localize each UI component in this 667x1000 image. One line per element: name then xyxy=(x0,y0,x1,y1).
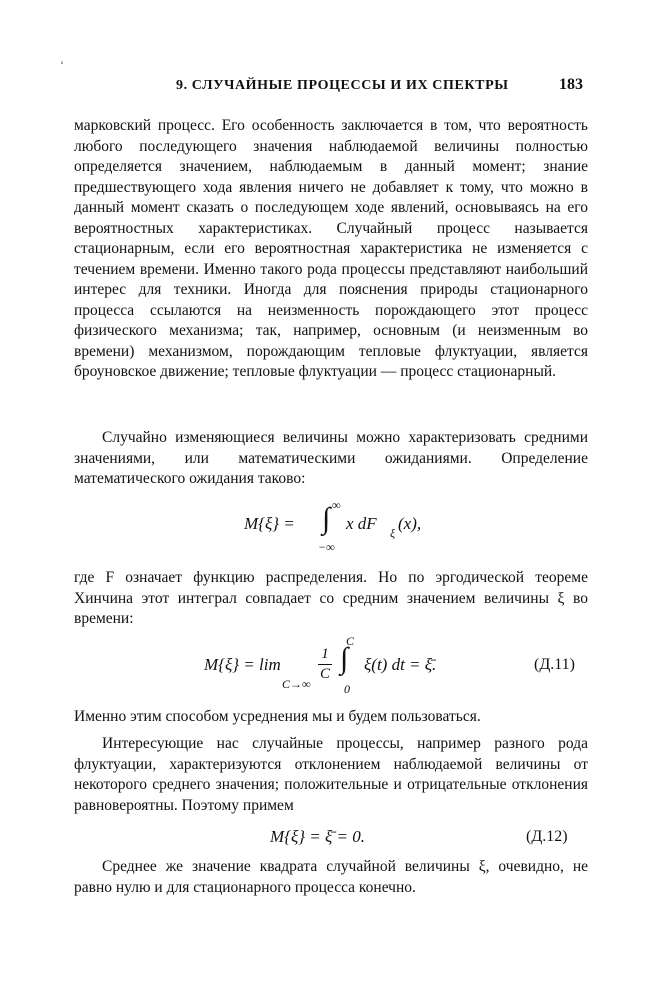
paragraph-3 xyxy=(74,568,588,630)
paragraph-text: Случайно изменяющиеся величины можно характеризовать средними значениями, или математическими ожиданиями. Определение математического ожидания таково: xyxy=(74,429,588,487)
integrand: ξ(t) dt = ξ̄. xyxy=(364,655,437,674)
paragraph-2 xyxy=(74,428,588,490)
page-number: 183 xyxy=(559,76,583,93)
integral-upper-limit: ∞ xyxy=(332,498,341,512)
page-header xyxy=(176,76,583,94)
equation-number: (Д.12) xyxy=(526,828,568,845)
integral-sign: ∫ xyxy=(340,642,349,675)
integrand-tail: (x), xyxy=(398,514,422,533)
equation-number: (Д.11) xyxy=(534,656,575,673)
running-title: 9. СЛУЧАЙНЫЕ ПРОЦЕССЫ И ИХ СПЕКТРЫ xyxy=(176,78,509,93)
integral-lower-limit: −∞ xyxy=(318,540,335,554)
subscript: ξ xyxy=(390,526,396,540)
equation-lhs: M{ξ} = lim xyxy=(204,655,281,674)
paragraph-text: Интересующие нас случайные процессы, например разного рода флуктуации, характеризуются отклонением наблюдаемой величины от некоторого среднего значения; положительные и отрицательные отклонения равновероятны. Поэтому примем xyxy=(74,735,588,814)
fraction-bar xyxy=(318,664,332,665)
limit-subscript: C→∞ xyxy=(282,677,311,691)
paragraph-1 xyxy=(74,116,588,383)
equation-expr: M{ξ} = ξ̄ = 0. xyxy=(270,827,366,846)
fraction xyxy=(318,646,332,683)
paragraph-text: Среднее же значение квадрата случайной величины ξ, очевидно, не равно нулю и для стационарного процесса конечно. xyxy=(74,858,588,896)
fraction-denominator: C xyxy=(319,666,330,682)
paragraph-6 xyxy=(74,857,588,898)
integral-lower-limit: 0 xyxy=(344,682,350,696)
margin-mark: ‘ xyxy=(60,58,64,72)
paragraph-text: где F означает функцию распределения. Но по эргодической теореме Хинчина этот интеграл совпадает со средним значением величины ξ во времени: xyxy=(74,569,588,627)
integral-sign: ∫ xyxy=(322,502,331,535)
paragraph-5 xyxy=(74,734,588,816)
paragraph-text: Именно этим способом усреднения мы и будем пользоваться. xyxy=(74,708,481,725)
fraction-numerator: 1 xyxy=(321,646,329,662)
paragraph-text: марковский процесс. Его особенность заключается в том, что вероятность любого последующего значения наблюдаемой величины полностью определяется значением, наблюдаемым в данный момент; знание предшествующего хода явления ничего не добавляет к тому, что можно в данный момент сказать о последующем ходе явлений, основываясь на его вероятностных характеристиках. Случайный процесс называется стационарным, если его вероятностная характеристика не изменяется с течением времени. Именно такого рода процессы представляют наибольший интерес для техники. Иногда для пояснения природы стационарного процесса ссылаются на неизменность порождающего этот процесс физического механизма; так, например, основным (и неизменным во времени) механизмом, порождающим тепловые флуктуации, является броуновское движение; тепловые флуктуации — процесс стационарный. xyxy=(74,117,588,380)
equation-lhs: M{ξ} = xyxy=(244,514,295,533)
paragraph-4 xyxy=(74,707,588,728)
integral-upper-limit: C xyxy=(346,634,355,648)
integrand: x dF xyxy=(346,514,377,533)
